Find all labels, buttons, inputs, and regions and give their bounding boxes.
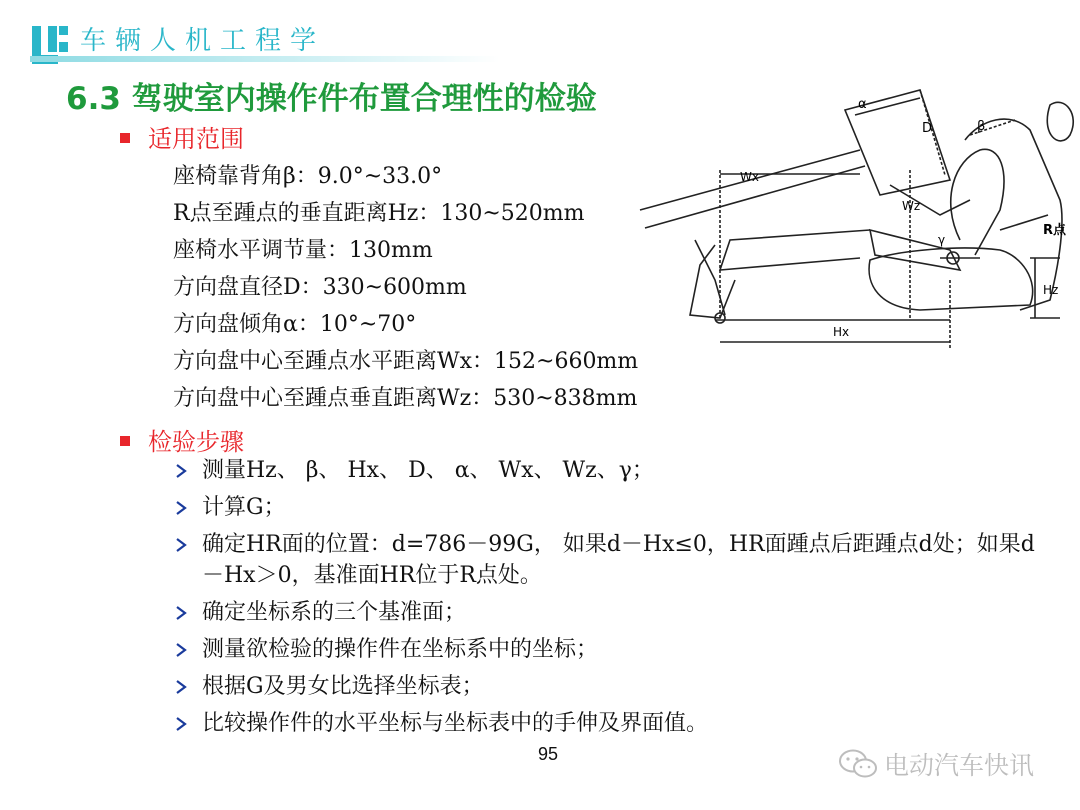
step-item	[172, 597, 1052, 628]
arrow-bullet-icon	[174, 643, 188, 657]
spec-item: 座椅靠背角β：9.0°~33.0°	[173, 164, 443, 189]
watermark-text: 电动汽车快讯	[884, 751, 1035, 780]
arrow-bullet-icon	[174, 680, 188, 694]
step-item	[172, 492, 1052, 523]
step-item	[172, 708, 1052, 739]
hz-label: Hz	[1043, 283, 1059, 297]
spec-item: 方向盘中心至踵点水平距离Wx：152~660mm	[173, 349, 639, 374]
headrest-outline	[1047, 102, 1073, 141]
wechat-icon	[838, 748, 878, 780]
square-bullet-icon	[120, 133, 130, 143]
arrow-bullet-icon	[174, 606, 188, 620]
square-bullet-icon	[120, 436, 130, 446]
thigh-outline	[870, 230, 960, 270]
step-text: 测量欲检验的操作件在坐标系中的坐标；	[202, 637, 599, 662]
step-item	[172, 529, 1052, 591]
step-text: 确定坐标系的三个基准面；	[202, 600, 467, 625]
driver-posture-diagram	[620, 80, 1075, 360]
hx-label: Hx	[833, 325, 850, 339]
step-list	[172, 455, 1052, 745]
step-item	[172, 455, 1052, 486]
header-title: 车辆人机工程学	[80, 26, 326, 56]
diameter-label: D	[922, 121, 933, 136]
spec-item: 方向盘倾角α：10°~70°	[173, 312, 417, 337]
spec-item: 方向盘直径D：330~600mm	[173, 275, 467, 300]
section-heading-steps	[120, 422, 244, 457]
lower-leg-outline	[720, 230, 870, 270]
section-label: 检验步骤	[148, 428, 244, 456]
watermark	[838, 747, 1034, 781]
wx-label: Wx	[740, 170, 759, 184]
foot-outline	[690, 245, 735, 318]
section-label: 适用范围	[148, 125, 244, 153]
spec-item: R点至踵点的垂直距离Hz：130~520mm	[173, 201, 585, 226]
beta-label: β	[977, 119, 986, 134]
gamma-label: γ	[938, 233, 946, 247]
page-title: 6.3 驾驶室内操作件布置合理性的检验	[66, 81, 597, 117]
torso-outline	[951, 149, 1004, 255]
step-item	[172, 671, 1052, 702]
step-text: 比较操作件的水平坐标与坐标表中的手伸及界面值。	[202, 711, 709, 736]
step-text: 根据G及男女比选择坐标表；	[202, 674, 484, 699]
page-number: 95	[538, 744, 559, 764]
step-text: 计算G；	[202, 495, 286, 520]
step-item	[172, 634, 1052, 665]
r-point-label: R点	[1043, 223, 1067, 238]
arrow-bullet-icon	[174, 464, 188, 478]
spec-item: 座椅水平调节量：130mm	[173, 238, 433, 263]
spec-list	[173, 161, 638, 420]
header-divider	[30, 56, 500, 62]
wz-label: Wz	[902, 199, 921, 213]
step-text: 测量Hz、 β、 Hx、 D、 α、 Wx、 Wz、γ；	[202, 458, 654, 483]
step-text: 确定HR面的位置：d=786－99G， 如果d－Hx≤0，HR面踵点后距踵点d处；如果d－Hx＞0，基准面HR位于R点处。	[202, 532, 1035, 588]
arrow-bullet-icon	[174, 717, 188, 731]
section-heading-scope	[120, 119, 244, 154]
arrow-bullet-icon	[174, 538, 188, 552]
alpha-label: α	[858, 97, 867, 112]
arrow-bullet-icon	[174, 501, 188, 515]
spec-item: 方向盘中心至踵点垂直距离Wz：530~838mm	[173, 386, 638, 411]
